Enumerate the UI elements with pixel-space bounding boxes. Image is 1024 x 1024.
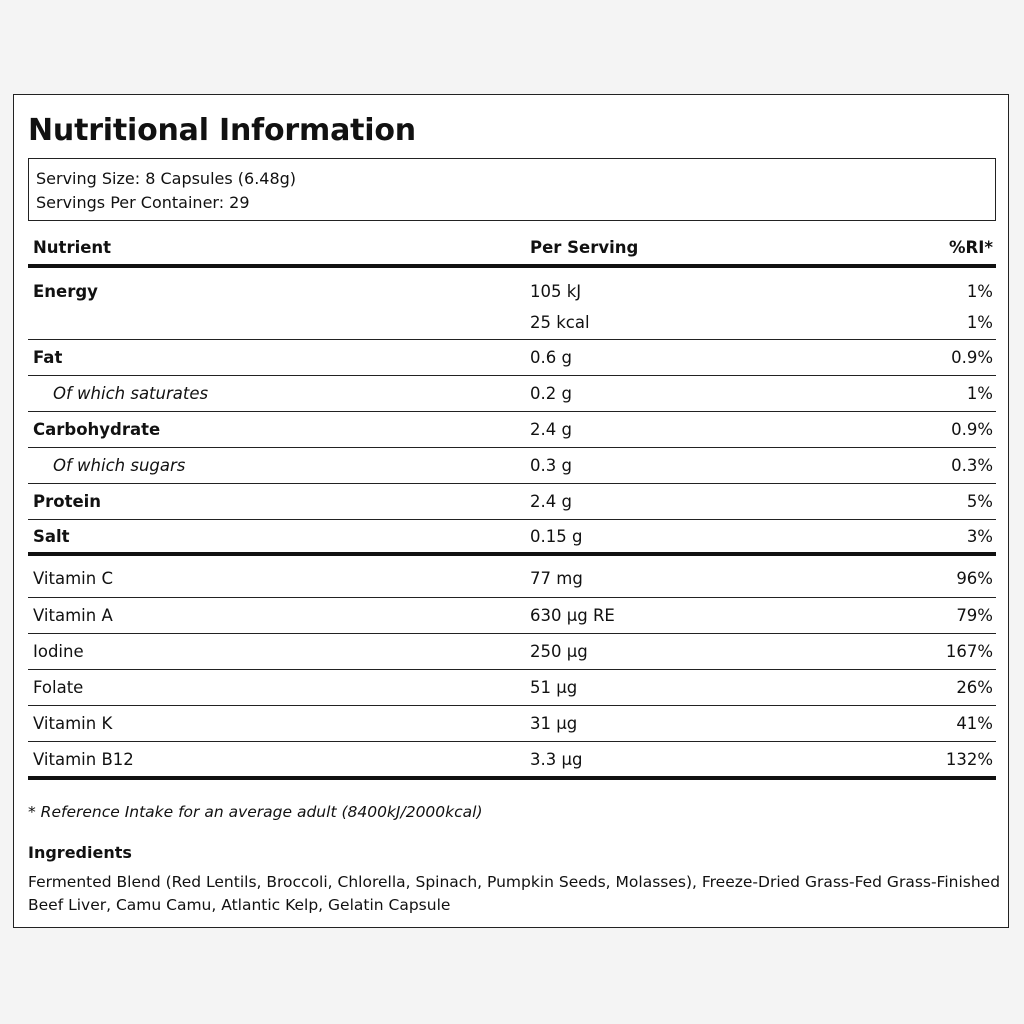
- per-serving-value: 0.15 g: [530, 526, 583, 546]
- per-serving-value: 2.4 g: [530, 492, 572, 511]
- per-serving-value: 77 mg: [530, 569, 583, 588]
- nutrient-name: Vitamin B12: [33, 749, 134, 769]
- nutrition-panel: [13, 94, 1009, 928]
- ingredients-heading: Ingredients: [28, 843, 132, 862]
- table-row-sugars: [28, 448, 996, 484]
- table-row-carbohydrate: [28, 412, 996, 448]
- ri-value: 5%: [966, 492, 993, 511]
- per-serving-value: 25 kcal: [530, 313, 590, 332]
- table-row-energy-kj: [28, 268, 996, 306]
- per-serving-value: 3.3 µg: [530, 749, 583, 769]
- table-row-iodine: [28, 634, 996, 670]
- ri-value: 26%: [956, 678, 993, 697]
- table-row-saturates: [28, 376, 996, 412]
- table-row-fat: [28, 340, 996, 376]
- per-serving-value: 0.2 g: [530, 384, 572, 403]
- nutrient-name: Carbohydrate: [33, 420, 161, 439]
- table-row-salt: [28, 520, 996, 556]
- ri-value: 79%: [956, 606, 993, 625]
- ri-value: 0.3%: [951, 456, 993, 475]
- table-row-protein: [28, 484, 996, 520]
- ri-value: 96%: [956, 569, 993, 588]
- ri-value: 1%: [966, 384, 993, 403]
- nutrient-name: Of which sugars: [53, 456, 186, 475]
- reference-intake-footnote: * Reference Intake for an average adult (8400kJ/2000kcal): [28, 803, 483, 821]
- table-row-folate: [28, 670, 996, 706]
- nutrient-name: Salt: [33, 526, 70, 546]
- per-serving-value: 630 µg RE: [530, 606, 615, 625]
- per-serving-value: 31 µg: [530, 714, 578, 733]
- table-row-energy-kcal: [28, 306, 996, 340]
- table-header-row: [28, 231, 996, 268]
- ri-value: 41%: [956, 714, 993, 733]
- ingredients-text: Fermented Blend (Red Lentils, Broccoli, Chlorella, Spinach, Pumpkin Seeds, Molasses), Freeze-Dried Grass-Fed Grass-Finished Beef Liver, Camu Camu, Atlantic Kelp, Gelatin Capsule: [28, 873, 1001, 914]
- ri-value: 3%: [966, 526, 993, 546]
- ri-value: 132%: [945, 749, 993, 769]
- ri-value: 0.9%: [951, 420, 993, 439]
- per-serving-value: 0.3 g: [530, 456, 572, 475]
- header-per-serving: Per Serving: [530, 238, 639, 257]
- table-row-vitamin-k: [28, 706, 996, 742]
- nutrient-name: Folate: [33, 678, 84, 697]
- page-title: Nutritional Information: [28, 113, 416, 148]
- table-row-vitamin-c: [28, 556, 996, 598]
- ri-value: 1%: [966, 281, 993, 301]
- per-serving-value: 0.6 g: [530, 348, 572, 367]
- per-serving-value: 2.4 g: [530, 420, 572, 439]
- header-nutrient: Nutrient: [33, 238, 112, 257]
- nutrient-name: Energy: [33, 281, 98, 301]
- nutrient-name: Fat: [33, 348, 63, 367]
- servings-per-container: Servings Per Container: 29: [36, 193, 250, 212]
- nutrient-name: Of which saturates: [53, 384, 209, 403]
- per-serving-value: 250 µg: [530, 642, 588, 661]
- ri-value: 0.9%: [951, 348, 993, 367]
- nutrient-name: Vitamin A: [33, 606, 113, 625]
- per-serving-value: 105 kJ: [530, 281, 582, 301]
- ri-value: 167%: [945, 642, 993, 661]
- serving-size: Serving Size: 8 Capsules (6.48g): [36, 169, 297, 188]
- per-serving-value: 51 µg: [530, 678, 578, 697]
- table-row-vitamin-b12: [28, 742, 996, 780]
- header-ri: %RI*: [948, 238, 993, 257]
- ri-value: 1%: [966, 313, 993, 332]
- serving-info-box: [28, 158, 996, 221]
- nutrition-table: [28, 231, 996, 780]
- nutrient-name: Protein: [33, 492, 102, 511]
- nutrient-name: Iodine: [33, 642, 84, 661]
- table-row-vitamin-a: [28, 598, 996, 634]
- nutrient-name: Vitamin C: [33, 569, 113, 588]
- nutrient-name: Vitamin K: [33, 714, 113, 733]
